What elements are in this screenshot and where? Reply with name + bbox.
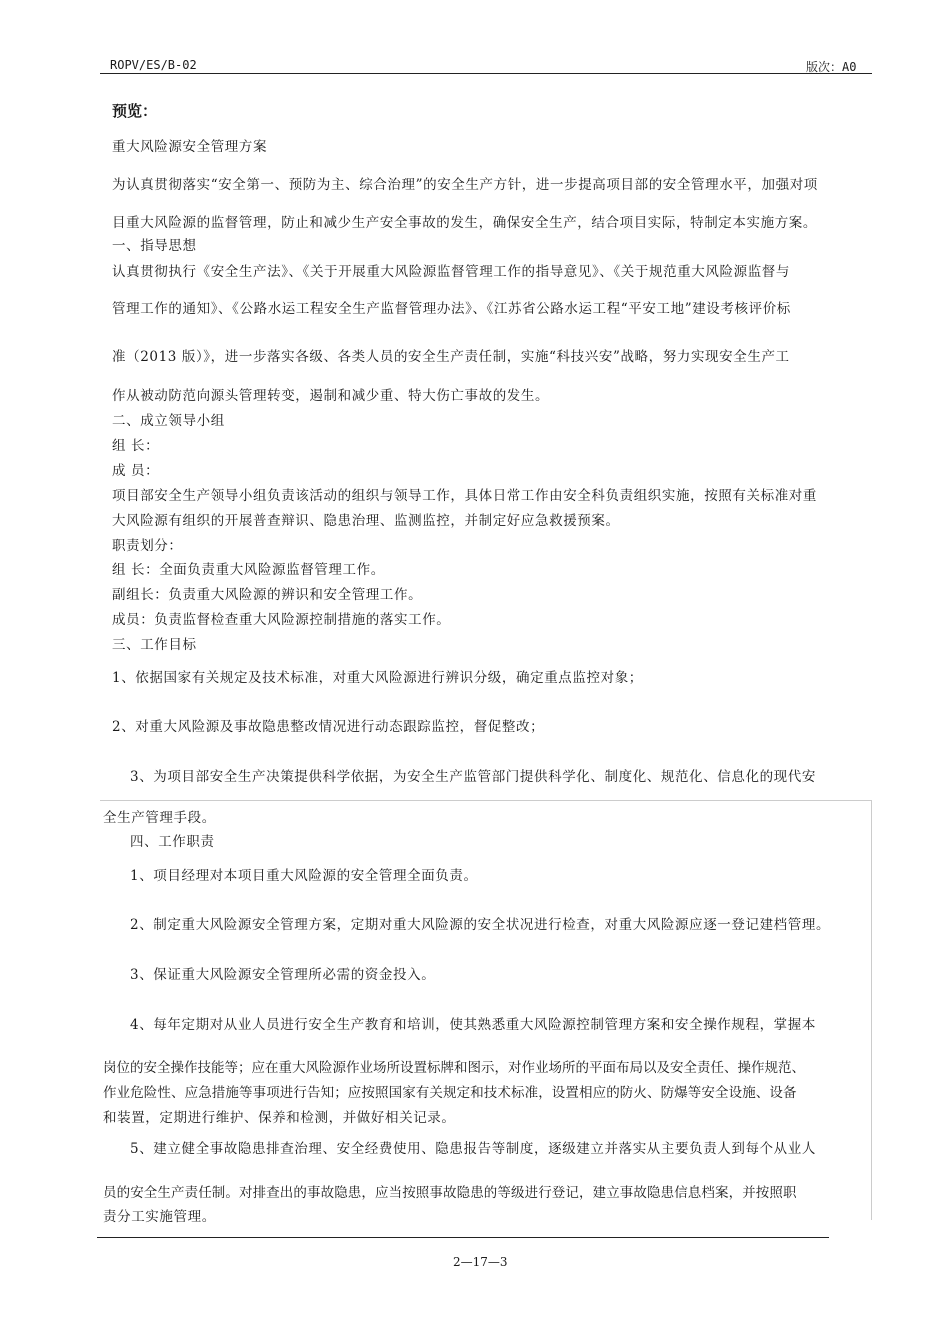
section-heading-2: 二、成立领导小组 xyxy=(112,413,225,429)
footer-rule xyxy=(97,1237,829,1238)
document-code: ROPV/ES/B-02 xyxy=(110,58,197,72)
guiding-line-3: 准（2013 版）》，进一步落实各级、各类人员的安全生产责任制，实施“科技兴安”战略，努力实现安全生产工 xyxy=(112,349,790,365)
version-label: 版次：A0 xyxy=(806,60,857,74)
duty-division-label: 职责划分： xyxy=(112,538,183,554)
duty-item-5-line-2: 员的安全生产责任制。对排查出的事故隐患，应当按照事故隐患的等级进行登记，建立事故隐患信息档案，并按照职 xyxy=(103,1185,797,1201)
group-duty-line-2: 大风险源有组织的开展普查辩识、隐患治理、监测监控，并制定好应急救援预案。 xyxy=(112,513,620,529)
leader-line: 组 长： xyxy=(112,438,160,454)
intro-line-2: 目重大风险源的监督管理，防止和减少生产安全事故的发生，确保安全生产，结合项目实际，特制定本实施方案。 xyxy=(112,215,817,231)
duty-item-4-line-3: 作业危险性、应急措施等事项进行告知；应按照国家有关规定和技术标准，设置相应的防火、防爆等安全设施、设备 xyxy=(103,1085,797,1101)
duty-item-4-line-4: 和装置，定期进行维护、保养和检测，并做好相关记录。 xyxy=(103,1110,456,1126)
duty-deputy-line: 副组长：负责重大风险源的辨识和安全管理工作。 xyxy=(112,587,423,603)
table-border-right xyxy=(871,800,872,1220)
preview-label: 预览： xyxy=(112,102,158,120)
guiding-line-2: 管理工作的通知》、《公路水运工程安全生产监督管理办法》、《江苏省公路水运工程“平安工地”建设考核评价标 xyxy=(112,301,791,317)
section-heading-1: 一、指导思想 xyxy=(112,238,197,254)
table-border-top xyxy=(100,800,872,801)
document-title: 重大风险源安全管理方案 xyxy=(112,139,268,155)
guiding-line-1: 认真贯彻执行《安全生产法》、《关于开展重大风险源监督管理工作的指导意见》、《关于规范重大风险源监督与 xyxy=(112,264,790,280)
duty-item-1: 1、项目经理对本项目重大风险源的安全管理全面负责。 xyxy=(130,868,478,884)
duty-item-5-line-1: 5、建立健全事故隐患排查治理、安全经费使用、隐患报告等制度，逐级建立并落实从主要负责人到每个从业人 xyxy=(130,1141,816,1157)
duty-item-3: 3、保证重大风险源安全管理所必需的资金投入。 xyxy=(130,967,436,983)
section-heading-4: 四、工作职责 xyxy=(130,834,215,850)
section-heading-3: 三、工作目标 xyxy=(112,637,197,653)
header-rule xyxy=(100,73,872,74)
duty-item-4-line-1: 4、每年定期对从业人员进行安全生产教育和培训，使其熟悉重大风险源控制管理方案和安全操作规程，掌握本 xyxy=(130,1017,816,1033)
group-duty-line-1: 项目部安全生产领导小组负责该活动的组织与领导工作，具体日常工作由安全科负责组织实施，按照有关标准对重 xyxy=(112,488,817,504)
goal-item-1: 1、依据国家有关规定及技术标准，对重大风险源进行辨识分级，确定重点监控对象； xyxy=(112,670,643,686)
members-line: 成 员： xyxy=(112,463,160,479)
guiding-line-4: 作从被动防范向源头管理转变，遏制和减少重、特大伤亡事故的发生。 xyxy=(112,388,550,404)
duty-item-2: 2、制定重大风险源安全管理方案，定期对重大风险源的安全状况进行检查，对重大风险源应逐一登记建档管理。 xyxy=(130,917,831,933)
intro-line-1: 为认真贯彻落实“安全第一、预防为主、综合治理”的安全生产方针，进一步提高项目部的安全管理水平，加强对项 xyxy=(112,177,818,193)
goal-item-3-line-2: 全生产管理手段。 xyxy=(103,810,216,826)
duty-member-line: 成员：负责监督检查重大风险源控制措施的落实工作。 xyxy=(112,612,451,628)
duty-item-4-line-2: 岗位的安全操作技能等；应在重大风险源作业场所设置标牌和图示，对作业场所的平面布局以及安全责任、操作规范、 xyxy=(103,1060,805,1076)
goal-item-2: 2、对重大风险源及事故隐患整改情况进行动态跟踪监控，督促整改； xyxy=(112,719,545,735)
duty-item-5-line-3: 责分工实施管理。 xyxy=(103,1209,216,1225)
goal-item-3-line-1: 3、为项目部安全生产决策提供科学依据，为安全生产监管部门提供科学化、制度化、规范化、信息化的现代安 xyxy=(130,769,816,785)
duty-leader-line: 组 长：全面负责重大风险源监督管理工作。 xyxy=(112,562,385,578)
page-number: 2—17—3 xyxy=(453,1255,508,1269)
